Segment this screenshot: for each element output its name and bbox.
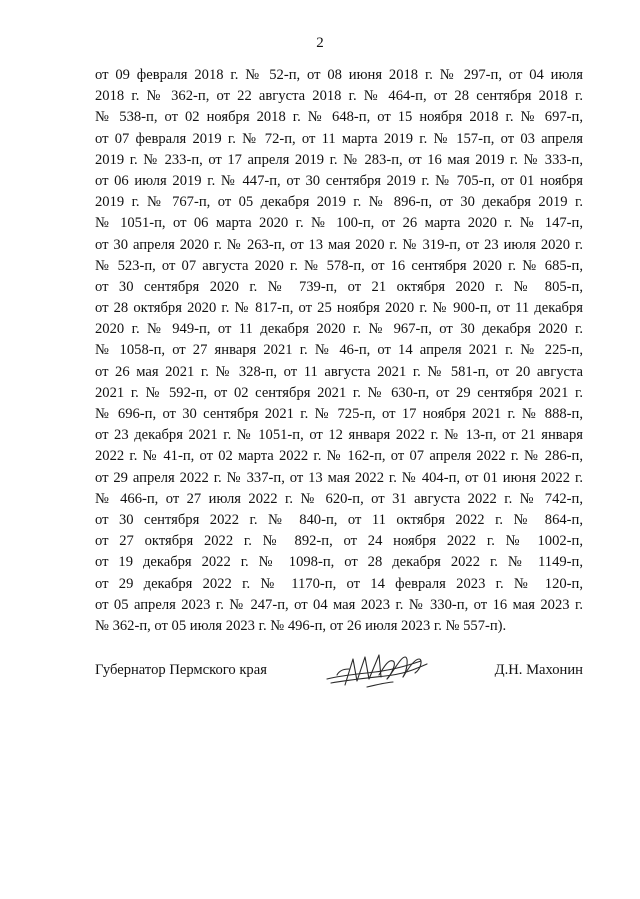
text-line: № 696-п, от 30 сентября 2021 г. № 725-п, от 17 ноября 2021 г. № 888-п,	[95, 406, 583, 422]
text-line: 2018 г. № 362-п, от 22 августа 2018 г. № 464-п, от 28 сентября 2018 г.	[95, 88, 583, 105]
text-line: от 09 февраля 2018 г. № 52-п, от 08 июня 2018 г. № 297-п, от 04 июля	[95, 67, 583, 83]
text-line: 2021 г. № 592-п, от 02 сентября 2021 г. № 630-п, от 29 сентября 2021 г.	[95, 384, 583, 401]
text-line: от 23 декабря 2021 г. № 1051-п, от 12 января 2022 г. № 13-п, от 21 января	[95, 427, 583, 444]
text-line: 2019 г. № 233-п, от 17 апреля 2019 г. № 283-п, от 16 мая 2019 г. № 333-п,	[95, 151, 583, 168]
text-line: от 05 апреля 2023 г. № 247-п, от 04 мая 2023 г. № 330-п, от 16 мая 2023 г.	[95, 596, 583, 613]
text-line: от 29 декабря 2022 г. № 1170-п, от 14 февраля 2023 г. № 120-п,	[95, 575, 583, 592]
text-line: № 523-п, от 07 августа 2020 г. № 578-п, от 16 сентября 2020 г. № 685-п,	[95, 257, 583, 274]
signature-block	[95, 657, 583, 697]
text-line: 2020 г. № 949-п, от 11 декабря 2020 г. № 967-п, от 30 декабря 2020 г.	[95, 321, 583, 338]
text-line: № 538-п, от 02 ноября 2018 г. № 648-п, от 15 ноября 2018 г. № 697-п,	[95, 109, 583, 126]
text-line: от 30 апреля 2020 г. № 263-п, от 13 мая 2020 г. № 319-п, от 23 июля 2020 г.	[95, 236, 583, 253]
text-line: от 30 сентября 2020 г. № 739-п, от 21 октября 2020 г. № 805-п,	[95, 278, 583, 295]
decree-references-text	[95, 65, 583, 637]
text-line: 2019 г. № 767-п, от 05 декабря 2019 г. № 896-п, от 30 декабря 2019 г.	[95, 194, 583, 211]
text-line: от 30 сентября 2022 г. № 840-п, от 11 октября 2022 г. № 864-п,	[95, 511, 583, 528]
text-line: № 1051-п, от 06 марта 2020 г. № 100-п, от 26 марта 2020 г. № 147-п,	[95, 215, 583, 232]
signer-name: Д.Н. Махонин	[494, 662, 583, 678]
signer-title: Губернатор Пермского края	[95, 662, 267, 678]
text-line: от 28 октября 2020 г. № 817-п, от 25 ноября 2020 г. № 900-п, от 11 декабря	[95, 300, 583, 317]
text-line: от 29 апреля 2022 г. № 337-п, от 13 мая 2022 г. № 404-п, от 01 июня 2022 г.	[95, 469, 583, 486]
text-line: 2022 г. № 41-п, от 02 марта 2022 г. № 162-п, от 07 апреля 2022 г. № 286-п,	[95, 448, 583, 465]
text-line: № 362-п, от 05 июля 2023 г. № 496-п, от 26 июля 2023 г. № 557-п).	[95, 617, 507, 634]
handwritten-signature-icon	[323, 645, 433, 695]
text-line: от 19 декабря 2022 г. № 1098-п, от 28 декабря 2022 г. № 1149-п,	[95, 554, 583, 571]
text-line: от 27 октября 2022 г. № 892-п, от 24 ноября 2022 г. № 1002-п,	[95, 533, 583, 550]
text-line: от 26 мая 2021 г. № 328-п, от 11 августа 2021 г. № 581-п, от 20 августа	[95, 363, 583, 380]
text-line: от 07 февраля 2019 г. № 72-п, от 11 марта 2019 г. № 157-п, от 03 апреля	[95, 130, 583, 147]
text-line: № 466-п, от 27 июля 2022 г. № 620-п, от 31 августа 2022 г. № 742-п,	[95, 490, 583, 507]
text-line: от 06 июля 2019 г. № 447-п, от 30 сентября 2019 г. № 705-п, от 01 ноября	[95, 172, 583, 189]
text-line: № 1058-п, от 27 января 2021 г. № 46-п, от 14 апреля 2021 г. № 225-п,	[95, 342, 583, 359]
page-number: 2	[316, 35, 324, 51]
